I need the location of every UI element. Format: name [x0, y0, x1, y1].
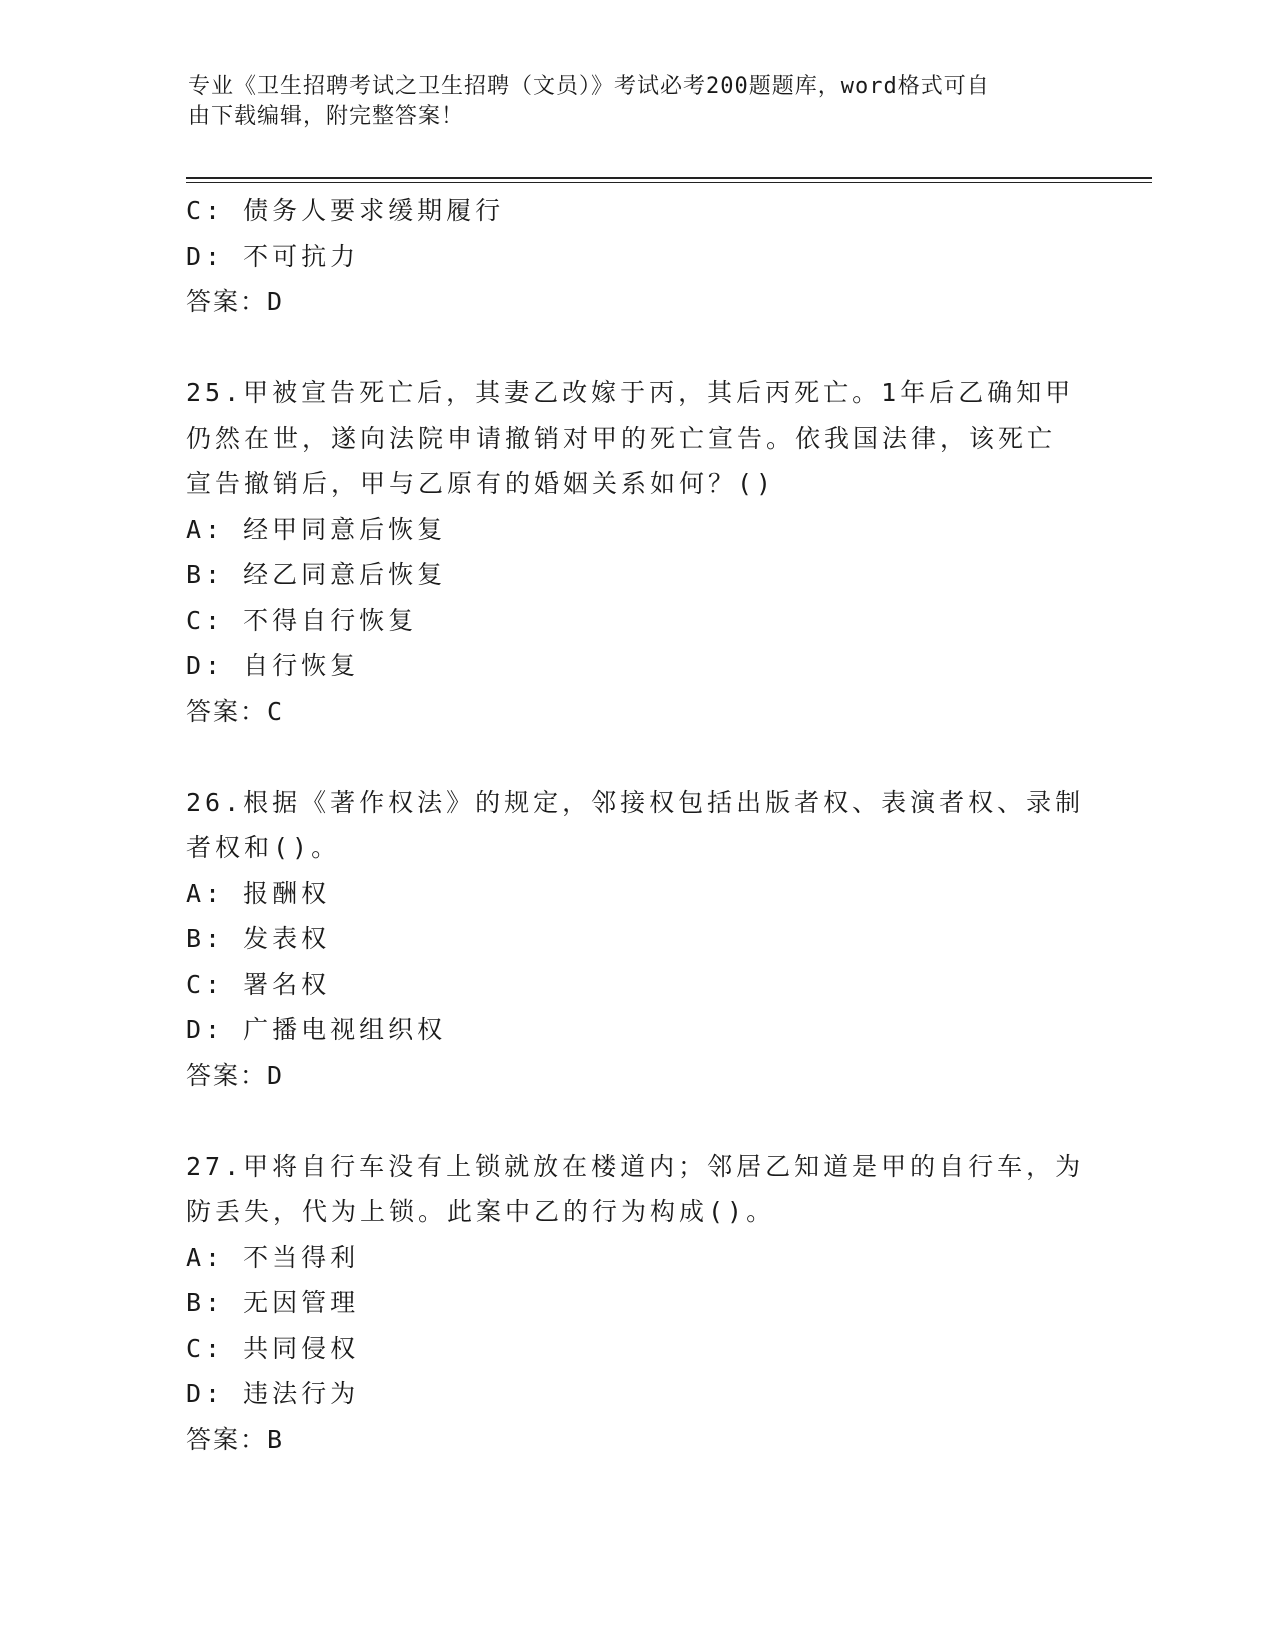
- document-body: [186, 188, 1086, 1462]
- answer-line: 答案：C: [186, 696, 285, 726]
- spacer: [186, 734, 1086, 780]
- header-line-1: 专业《卫生招聘考试之卫生招聘（文员）》考试必考200题题库，word格式可自: [188, 74, 990, 99]
- question-text-line: 宣告撤销后，甲与乙原有的婚姻关系如何？(): [186, 469, 776, 498]
- question-text-line: 仍然在世，遂向法院申请撤销对甲的死亡宣告。依我国法律，该死亡: [186, 423, 1057, 453]
- option-d: D: 自行恢复: [186, 651, 360, 680]
- option-c: C: 不得自行恢复: [186, 605, 418, 635]
- answer-line: 答案：D: [186, 1060, 285, 1090]
- question-text-line: 者权和()。: [186, 833, 341, 862]
- question-text-line: 27.甲将自行车没有上锁就放在楼道内；邻居乙知道是甲的自行车，为: [186, 1151, 1085, 1181]
- option-c: C: 债务人要求缓期履行: [186, 196, 505, 225]
- question-26: [186, 780, 1086, 1099]
- option-b: B: 发表权: [186, 924, 331, 953]
- question-27: [186, 1144, 1086, 1463]
- option-c: C: 署名权: [186, 969, 331, 999]
- option-a: A: 不当得利: [186, 1242, 360, 1272]
- option-d: D: 不可抗力: [186, 241, 360, 271]
- option-c: C: 共同侵权: [186, 1333, 360, 1363]
- header-line-2: 由下载编辑，附完整答案！: [188, 104, 465, 129]
- question-text-line: 26.根据《著作权法》的规定，邻接权包括出版者权、表演者权、录制: [186, 787, 1085, 817]
- option-a: A: 经甲同意后恢复: [186, 514, 447, 544]
- answer-line: 答案：D: [186, 287, 285, 316]
- document-header: [188, 72, 1068, 132]
- header-rule-thin: [186, 182, 1152, 183]
- question-25: [186, 370, 1086, 734]
- spacer: [186, 1098, 1086, 1144]
- option-b: B: 经乙同意后恢复: [186, 560, 447, 589]
- answer-line: 答案：B: [186, 1424, 285, 1454]
- question-text-line: 25.甲被宣告死亡后，其妻乙改嫁于丙，其后丙死亡。1年后乙确知甲: [186, 378, 1075, 407]
- question-text-line: 防丢失，代为上锁。此案中乙的行为构成()。: [186, 1197, 776, 1226]
- option-d: D: 违法行为: [186, 1379, 360, 1408]
- option-d: D: 广播电视组织权: [186, 1015, 447, 1044]
- option-a: A: 报酬权: [186, 878, 331, 908]
- spacer: [186, 325, 1086, 371]
- option-b: B: 无因管理: [186, 1288, 360, 1317]
- previous-question-tail: [186, 188, 1086, 325]
- header-rule-thick: [186, 177, 1152, 179]
